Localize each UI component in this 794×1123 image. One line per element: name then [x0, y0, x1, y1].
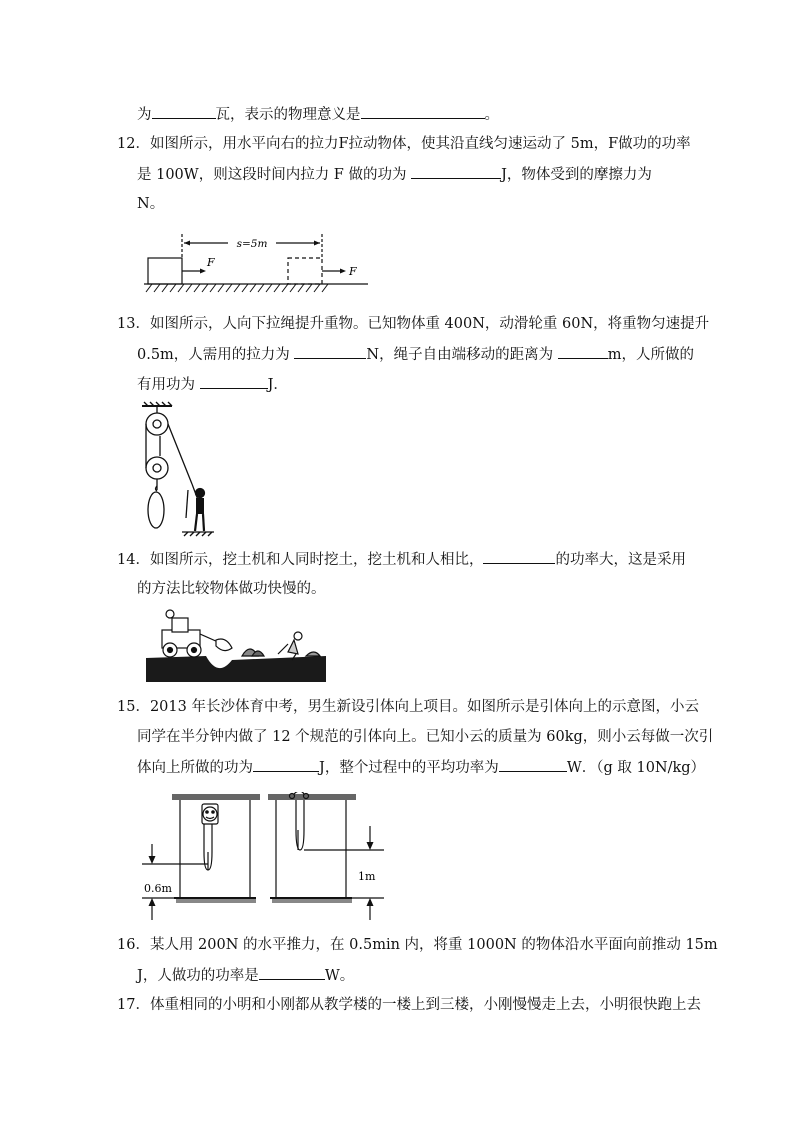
q15-line-3: 体向上所做的功为 J，整个过程中的平均功率为 W．（g 取 10N/kg） [137, 757, 705, 778]
q12-line-3: N。 [137, 196, 165, 212]
answer-blank[interactable] [411, 164, 501, 179]
q15-line-1: 15．2013 年长沙体育中考，男生新设引体向上项目。如图所示是引体向上的示意图，小云 [117, 699, 699, 715]
question-number: 16． [117, 937, 150, 953]
question-number: 17． [117, 997, 150, 1013]
question-number: 15． [117, 699, 150, 715]
fixed-pulley [146, 413, 168, 435]
q14-line-2: 的方法比较物体做功快慢的。 [137, 581, 326, 597]
q16-line-1: 16．某人用 200N 的水平推力，在 0.5min 内，将重 1000N 的物体沿水平面向前推动 15m [117, 937, 718, 953]
q17-line-1: 17．体重相同的小明和小刚都从教学楼的一楼上到三楼，小刚慢慢走上去，小明很快跑上去 [117, 997, 701, 1013]
q13-line-3: 有用功为 J． [137, 374, 288, 395]
question-number: 13． [117, 316, 150, 332]
right-height-label: 1m [358, 870, 376, 883]
person-hanging [296, 800, 304, 850]
answer-blank[interactable] [200, 374, 268, 389]
answer-blank[interactable] [253, 757, 319, 772]
movable-pulley [146, 457, 168, 479]
force-label-end: F [349, 265, 357, 278]
q13-line-1: 13．如图所示，人向下拉绳提升重物。已知物体重 400N，动滑轮重 60N，将重物匀速提升 [117, 316, 710, 332]
answer-blank[interactable] [259, 965, 325, 980]
force-label-start: F [207, 256, 215, 269]
answer-blank[interactable] [499, 757, 567, 772]
q14-excavator-figure [146, 606, 326, 682]
q14-line-1: 14．如图所示，挖土机和人同时挖土，挖土机和人相比， 的功率大，这是采用 [117, 549, 686, 570]
q12-line-1: 12．如图所示，用水平向右的拉力F拉动物体，使其沿直线匀速运动了 5m，F做功的功率 [117, 136, 691, 152]
answer-blank[interactable] [294, 344, 366, 359]
q11-line: 为 瓦，表示的物理意义是 。 [137, 104, 499, 125]
question-number: 12． [117, 136, 150, 152]
question-number: 14． [117, 552, 150, 568]
q15-pullup-figure [138, 792, 388, 924]
q12-figure [140, 230, 370, 296]
q16-line-2: J，人做功的功率是 W。 [137, 965, 354, 986]
block-start [148, 258, 182, 284]
distance-label: s=5m [236, 238, 268, 250]
q13-line-2: 0.5m，人需用的拉力为 N，绳子自由端移动的距离为 m，人所做的 [137, 344, 694, 365]
answer-blank[interactable] [558, 344, 608, 359]
left-height-label: 0.6m [144, 882, 172, 895]
q12-line-2: 是 100W，则这段时间内拉力 F 做的功为 J，物体受到的摩擦力为 [137, 164, 652, 185]
weight [148, 492, 164, 528]
answer-blank[interactable] [152, 104, 216, 119]
q13-pulley-figure [138, 400, 218, 538]
block-end [288, 258, 322, 284]
q15-line-2: 同学在半分钟内做了 12 个规范的引体向上。已知小云的质量为 60kg，则小云每做一次引 [137, 729, 714, 745]
digging-person [294, 632, 302, 640]
answer-blank[interactable] [361, 104, 485, 119]
answer-blank[interactable] [483, 549, 555, 564]
